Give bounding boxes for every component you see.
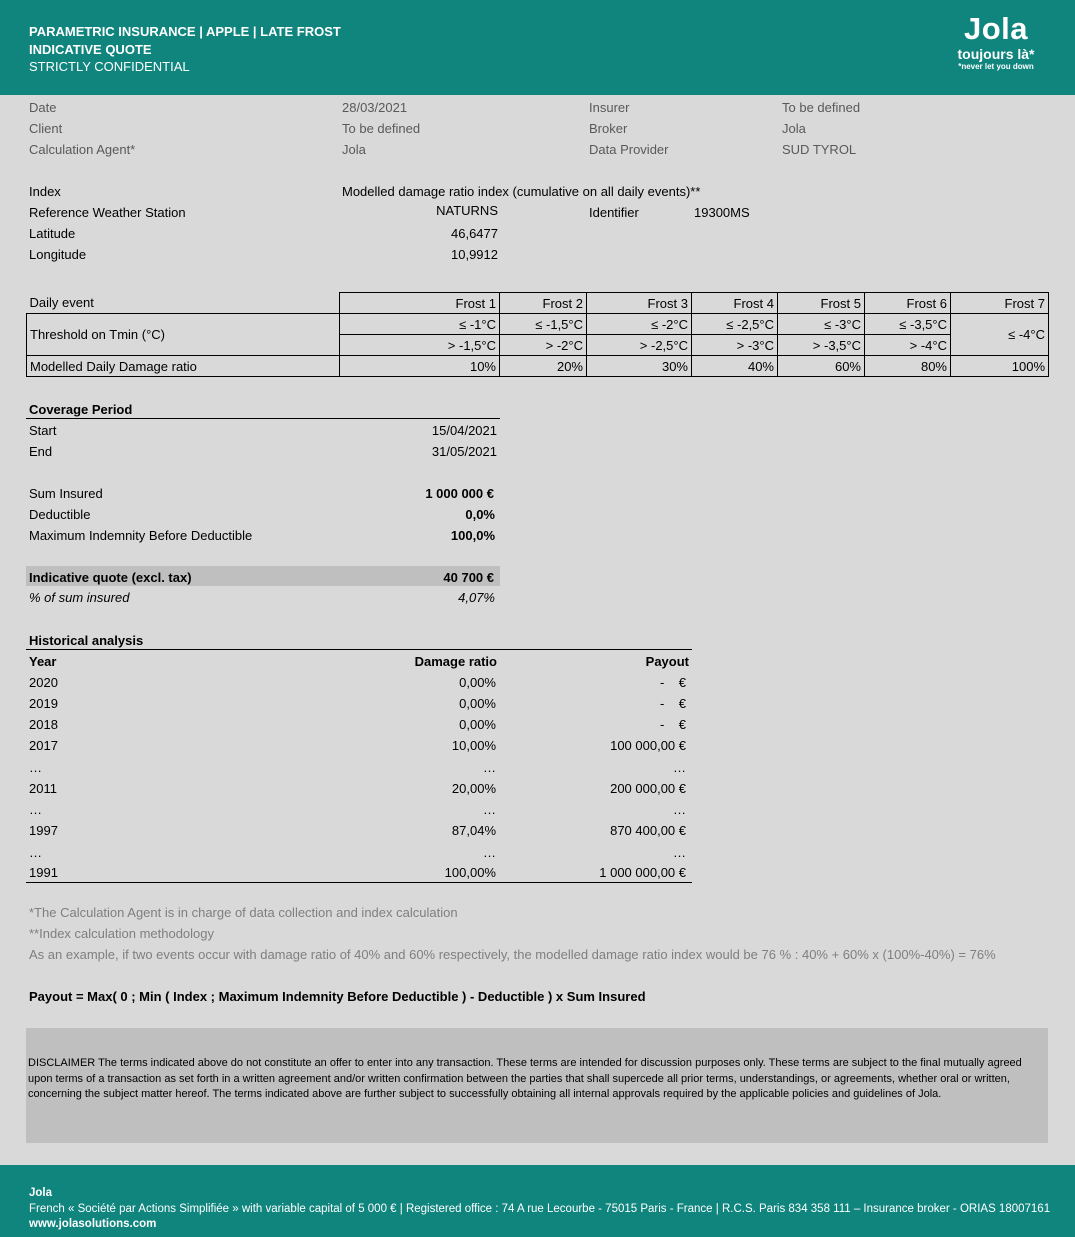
history-ratio: 100,00%	[444, 865, 496, 880]
pct-value: 4,07%	[458, 590, 495, 605]
pct-label: % of sum insured	[29, 590, 130, 605]
threshold-upper: ≤ -2,5°C	[692, 314, 778, 335]
table-row	[27, 293, 1049, 314]
start-label: Start	[29, 423, 57, 438]
date-label: Date	[29, 100, 57, 115]
history-payout: - €	[659, 675, 686, 690]
threshold-upper: ≤ -1°C	[340, 314, 500, 335]
logo-tagline: toujours là*	[957, 46, 1035, 62]
threshold-upper: ≤ -1,5°C	[500, 314, 587, 335]
damage-ratio-cell: 30%	[587, 356, 692, 377]
latitude-label: Latitude	[29, 226, 76, 241]
col-damage-ratio: Damage ratio	[414, 654, 497, 669]
history-ratio: 87,04%	[451, 823, 496, 838]
note-calculation-agent: *The Calculation Agent is in charge of data collection and index calculation	[29, 905, 458, 920]
threshold-label: Threshold on Tmin (°C)	[27, 314, 340, 356]
coverage-title: Coverage Period	[29, 402, 133, 417]
note-example: As an example, if two events occur with damage ratio of 40% and 60% respectively, the modelled damage ratio index would be 76 % : 40% + 60% x (100%-40%) = 76%	[29, 947, 996, 962]
coverage-divider	[26, 418, 500, 419]
history-year: 1997	[29, 823, 58, 838]
header-subtitle: INDICATIVE QUOTE	[29, 42, 152, 57]
sum-insured-label: Sum Insured	[29, 486, 103, 501]
header-confidential: STRICTLY CONFIDENTIAL	[29, 59, 190, 74]
deductible-value: 0,0%	[465, 507, 495, 522]
history-payout: - €	[659, 696, 686, 711]
agent-value: Jola	[342, 142, 366, 157]
history-ratio: 0,00%	[459, 717, 496, 732]
history-year: …	[29, 760, 42, 775]
history-year: 2019	[29, 696, 58, 711]
history-ratio: 10,00%	[451, 738, 496, 753]
history-payout: …	[673, 802, 686, 817]
ratio-label: Modelled Daily Damage ratio	[27, 356, 340, 377]
station-value: NATURNS	[436, 203, 498, 218]
history-payout: …	[673, 845, 686, 860]
identifier-label: Identifier	[589, 205, 639, 220]
identifier-value: 19300MS	[694, 205, 750, 220]
history-payout: 100 000,00 €	[610, 738, 686, 753]
broker-value: Jola	[782, 121, 806, 136]
max-indemnity-label: Maximum Indemnity Before Deductible	[29, 528, 253, 543]
frost-event-header: Frost 7	[951, 293, 1049, 314]
history-payout: 200 000,00 €	[610, 781, 686, 796]
frost-event-header: Frost 3	[587, 293, 692, 314]
history-year: 2017	[29, 738, 58, 753]
index-label: Index	[29, 184, 61, 199]
note-index-method: **Index calculation methodology	[29, 926, 215, 941]
damage-ratio-cell: 60%	[778, 356, 865, 377]
provider-value: SUD TYROL	[782, 142, 857, 157]
broker-label: Broker	[589, 121, 628, 136]
frost-event-header: Frost 1	[340, 293, 500, 314]
threshold-upper: ≤ -3,5°C	[865, 314, 951, 335]
insurer-value: To be defined	[782, 100, 861, 115]
history-payout: - €	[659, 717, 686, 732]
frost-event-header: Frost 6	[865, 293, 951, 314]
history-ratio: 0,00%	[459, 675, 496, 690]
footer-company: Jola	[29, 1187, 53, 1199]
end-value: 31/05/2021	[431, 444, 497, 459]
end-label: End	[29, 444, 53, 459]
history-year: 2018	[29, 717, 58, 732]
client-label: Client	[29, 121, 63, 136]
table-row	[27, 356, 1049, 377]
history-ratio: 0,00%	[459, 696, 496, 711]
historical-divider	[26, 649, 692, 650]
col-year: Year	[29, 654, 57, 669]
table-row	[27, 314, 1049, 335]
damage-ratio-cell: 10%	[340, 356, 500, 377]
threshold-lower: > -1,5°C	[340, 335, 500, 356]
history-year: 2020	[29, 675, 58, 690]
payout-formula: Payout = Max( 0 ; Min ( Index ; Maximum Indemnity Before Deductible ) - Deductible ) x Sum Insured	[29, 989, 646, 1004]
damage-ratio-cell: 100%	[951, 356, 1049, 377]
frost-event-header: Frost 5	[778, 293, 865, 314]
frost-event-header: Frost 2	[500, 293, 587, 314]
history-year: …	[29, 845, 42, 860]
threshold-lower: > -4°C	[865, 335, 951, 356]
daily-event-label: Daily event	[27, 293, 340, 314]
col-payout: Payout	[645, 654, 689, 669]
agent-label: Calculation Agent*	[29, 142, 136, 157]
damage-ratio-cell: 40%	[692, 356, 778, 377]
longitude-label: Longitude	[29, 247, 87, 262]
date-value: 28/03/2021	[342, 100, 408, 115]
history-payout: …	[673, 760, 686, 775]
historical-bottom-line	[26, 882, 692, 883]
damage-ratio-cell: 80%	[865, 356, 951, 377]
longitude-value: 10,9912	[451, 247, 498, 262]
logo-word: Jola	[963, 11, 1029, 46]
threshold-lower: > -3,5°C	[778, 335, 865, 356]
frost-threshold-table	[26, 292, 1049, 377]
page-header	[0, 0, 1075, 95]
provider-label: Data Provider	[589, 142, 669, 157]
threshold-upper: ≤ -3°C	[778, 314, 865, 335]
page-footer	[0, 1165, 1075, 1237]
history-ratio: …	[483, 845, 496, 860]
threshold-upper: ≤ -4°C	[951, 314, 1049, 356]
footer-legal: French « Société par Actions Simplifiée » with variable capital of 5 000 € | Registered office : 74 A rue Lecourbe - 75015 Paris - France | R.C.S. Paris 834 358 111 – Insurance broker - ORIAS 18007161	[29, 1203, 1051, 1215]
threshold-upper: ≤ -2°C	[587, 314, 692, 335]
latitude-value: 46,6477	[451, 226, 498, 241]
client-value: To be defined	[342, 121, 421, 136]
history-year: …	[29, 802, 42, 817]
deductible-label: Deductible	[29, 507, 91, 522]
insurer-label: Insurer	[589, 100, 630, 115]
history-year: 1991	[29, 865, 58, 880]
header-title: PARAMETRIC INSURANCE | APPLE | LATE FROST	[29, 24, 341, 39]
history-payout: 1 000 000,00 €	[599, 865, 686, 880]
index-value: Modelled damage ratio index (cumulative on all daily events)**	[342, 184, 701, 199]
historical-title: Historical analysis	[29, 633, 144, 648]
disclaimer-box	[26, 1028, 1048, 1143]
station-label: Reference Weather Station	[29, 205, 186, 220]
max-indemnity-value: 100,0%	[450, 528, 495, 543]
history-ratio: …	[483, 760, 496, 775]
threshold-lower: > -3°C	[692, 335, 778, 356]
history-payout: 870 400,00 €	[610, 823, 686, 838]
history-ratio: …	[483, 802, 496, 817]
quote-value: 40 700 €	[443, 570, 494, 585]
history-year: 2011	[29, 781, 57, 796]
sum-insured-value: 1 000 000 €	[425, 486, 494, 501]
quote-label: Indicative quote (excl. tax)	[29, 570, 192, 585]
history-ratio: 20,00%	[451, 781, 496, 796]
threshold-lower: > -2°C	[500, 335, 587, 356]
jola-logo	[951, 12, 1041, 72]
threshold-lower: > -2,5°C	[587, 335, 692, 356]
footer-website[interactable]: www.jolasolutions.com	[29, 1218, 157, 1230]
start-value: 15/04/2021	[431, 423, 497, 438]
damage-ratio-cell: 20%	[500, 356, 587, 377]
frost-event-header: Frost 4	[692, 293, 778, 314]
logo-note: *never let you down	[958, 62, 1034, 71]
disclaimer-text: DISCLAIMER The terms indicated above do not constitute an offer to enter into any transaction. These terms are intended for discussion purposes only. These terms are subject to the final mutually agreed upon terms of a transaction as set forth in a written agreement and/or written confirmation between the parties that shall supercede all prior terms, understandings, or agreements, whether oral or written, concerning the subject matter hereof. The terms indicated above are further subject to successfully obtaining all internal approvals required by the applicable policies and guidelines of Jola.	[28, 1057, 1022, 1100]
